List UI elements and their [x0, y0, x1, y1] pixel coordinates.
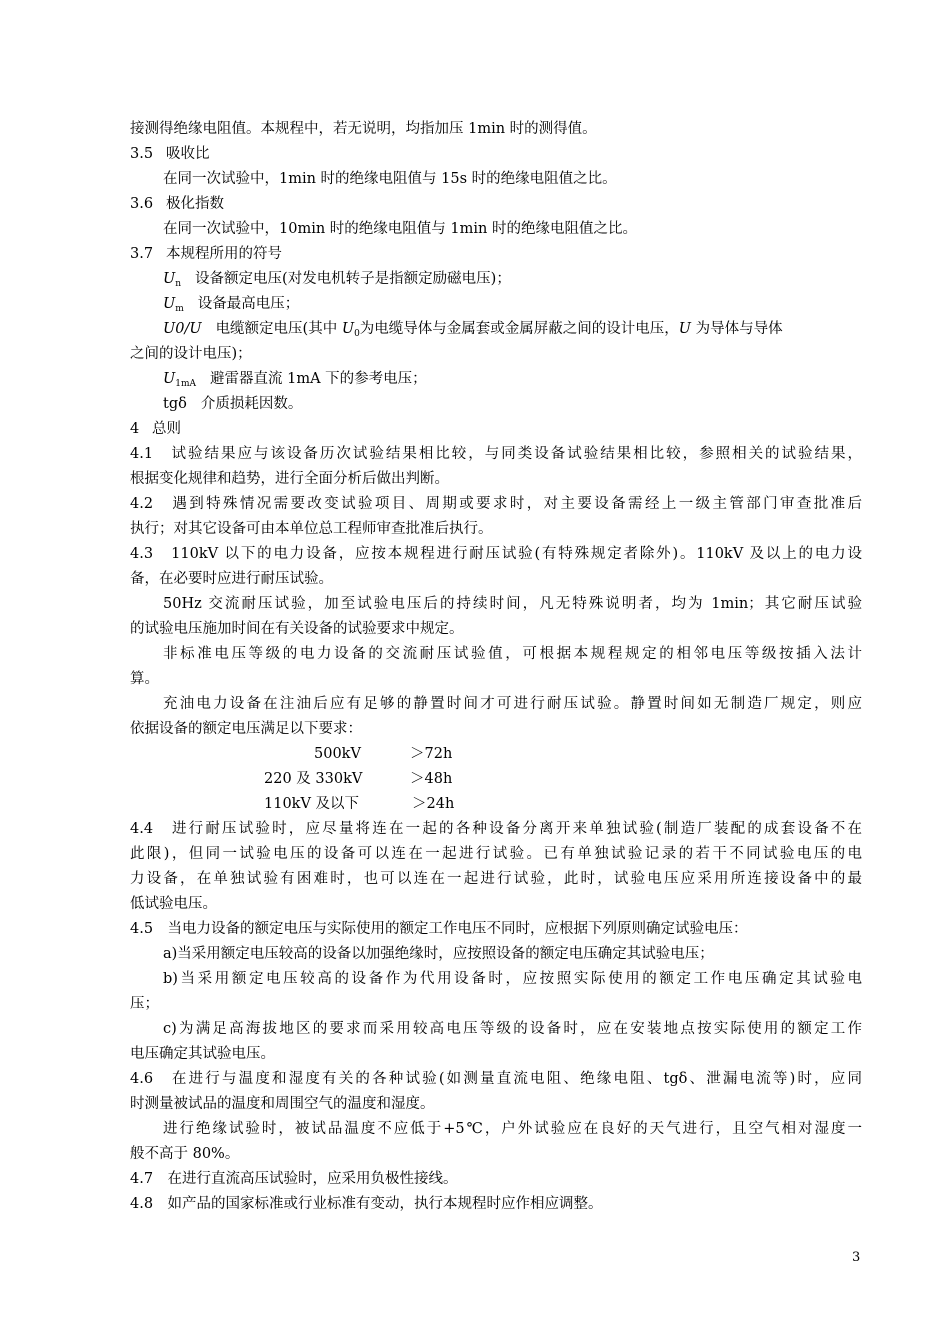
- text-line: 时测量被试品的温度和周围空气的温度和湿度。: [130, 1096, 435, 1112]
- clause-4-6: 4.6 在进行与温度和湿度有关的各种试验(如测量直流电阻、绝缘电阻、tgδ、泄漏电流等)时，应同: [130, 1071, 862, 1087]
- definition-text: 在同一次试验中，1min 时的绝缘电阻值与 15s 时的绝缘电阻值之比。: [163, 171, 617, 187]
- text-line: 依据设备的额定电压满足以下要求：: [130, 721, 362, 737]
- section-title: 本规程所用的符号: [166, 246, 282, 262]
- clause-4-5: 4.5 当电力设备的额定电压与实际使用的额定工作电压不同时，应根据下列原则确定试验电压：: [130, 921, 748, 937]
- symbol-u1ma: $U_{1mA}$ 避雷器直流 1mA 下的参考电压；: [163, 371, 427, 389]
- voltage-level: 110kV 及以下: [264, 796, 360, 812]
- clause-4-2: 4.2 遇到特殊情况需要改变试验项目、周期或要求时，对主要设备需经上一级主管部门审查批准后: [130, 496, 862, 512]
- list-item-b: b)当采用额定电压较高的设备作为代用设备时，应按照实际使用的额定工作电压确定其试验电: [163, 971, 862, 987]
- text-line: 备，在必要时应进行耐压试验。: [130, 571, 333, 587]
- symbol-um: $U_m$ 设备最高电压；: [163, 296, 300, 314]
- section-title: 极化指数: [166, 196, 224, 212]
- standing-time: ＞24h: [412, 796, 455, 812]
- text-line: 根据变化规律和趋势，进行全面分析后做出判断。: [130, 471, 449, 487]
- section-number: 3.5: [130, 146, 154, 162]
- text-line: 压；: [130, 996, 159, 1012]
- clause-4-3: 4.3 110kV 以下的电力设备，应按本规程进行耐压试验(有特殊规定者除外)。110kV 及以上的电力设: [130, 546, 862, 562]
- voltage-level: 500kV: [314, 746, 361, 762]
- text-line: 的试验电压施加时间在有关设备的试验要求中规定。: [130, 621, 464, 637]
- section-number: 4: [130, 421, 140, 437]
- voltage-level: 220 及 330kV: [264, 771, 363, 787]
- standing-time: ＞48h: [410, 771, 453, 787]
- list-item-a: a)当采用额定电压较高的设备以加强绝缘时，应按照设备的额定电压确定其试验电压；: [163, 946, 714, 962]
- section-heading-3-7: [130, 244, 282, 264]
- text-line: 此限)，但同一试验电压的设备可以连在一起进行试验。已有单独试验记录的若干不同试验电压的电: [130, 846, 862, 862]
- section-heading-3-5: [130, 144, 210, 164]
- definition-text: 在同一次试验中，10min 时的绝缘电阻值与 1min 时的绝缘电阻值之比。: [163, 221, 637, 237]
- text-line: 算。: [130, 671, 159, 687]
- list-item-c: c)为满足高海拔地区的要求而采用较高电压等级的设备时，应在安装地点按实际使用的额定工作: [163, 1021, 862, 1037]
- standing-time: ＞72h: [410, 746, 453, 762]
- symbol-tg-delta: tgδ 介质损耗因数。: [163, 396, 303, 412]
- section-heading-3-6: [130, 194, 224, 214]
- paragraph-text: 充油电力设备在注油后应有足够的静置时间才可进行耐压试验。静置时间如无制造厂规定，则应: [163, 696, 862, 712]
- clause-4-8: 4.8 如产品的国家标准或行业标准有变动，执行本规程时应作相应调整。: [130, 1196, 603, 1212]
- clause-4-4: 4.4 进行耐压试验时，应尽量将连在一起的各种设备分离开来单独试验(制造厂装配的成套设备不在: [130, 821, 862, 837]
- clause-4-7: 4.7 在进行直流高压试验时，应采用负极性接线。: [130, 1171, 458, 1187]
- text-line: 低试验电压。: [130, 896, 217, 912]
- symbol-u0: U0/U 电缆额定电压(其中 $U_0$为电缆导体与金属套或金属屏蔽之间的设计电压，U 为导体与导体: [163, 321, 783, 339]
- paragraph-text: 进行绝缘试验时，被试品温度不应低于+5℃，户外试验应在良好的天气进行，且空气相对湿度一: [163, 1121, 862, 1137]
- text-line: 电压确定其试验电压。: [130, 1046, 275, 1062]
- symbol-un: $U_n$ 设备额定电压(对发电机转子是指额定励磁电压)；: [163, 271, 511, 289]
- text-line: 执行；对其它设备可由本单位总工程师审查批准后执行。: [130, 521, 493, 537]
- text-line: 般不高于 80%。: [130, 1146, 240, 1162]
- text-line: 之间的设计电压)；: [130, 346, 252, 362]
- paragraph-text: 非标准电压等级的电力设备的交流耐压试验值，可根据本规程规定的相邻电压等级按插入法计: [163, 646, 862, 662]
- section-number: 3.6: [130, 196, 154, 212]
- page-number: 3: [852, 1250, 861, 1265]
- section-heading-4: [130, 419, 181, 439]
- text-line: 力设备，在单独试验有困难时，也可以连在一起进行试验，此时，试验电压应采用所连接设备中的最: [130, 871, 862, 887]
- paragraph-text: 50Hz 交流耐压试验，加至试验电压后的持续时间，凡无特殊说明者，均为 1min；其它耐压试验: [163, 596, 862, 612]
- section-title: 总则: [152, 421, 181, 437]
- section-title: 吸收比: [166, 146, 210, 162]
- section-number: 3.7: [130, 246, 154, 262]
- text-line: 接测得绝缘电阻值。本规程中，若无说明，均指加压 1min 时的测得值。: [130, 121, 597, 137]
- clause-4-1: 4.1 试验结果应与该设备历次试验结果相比较，与同类设备试验结果相比较，参照相关的试验结果，: [130, 446, 862, 462]
